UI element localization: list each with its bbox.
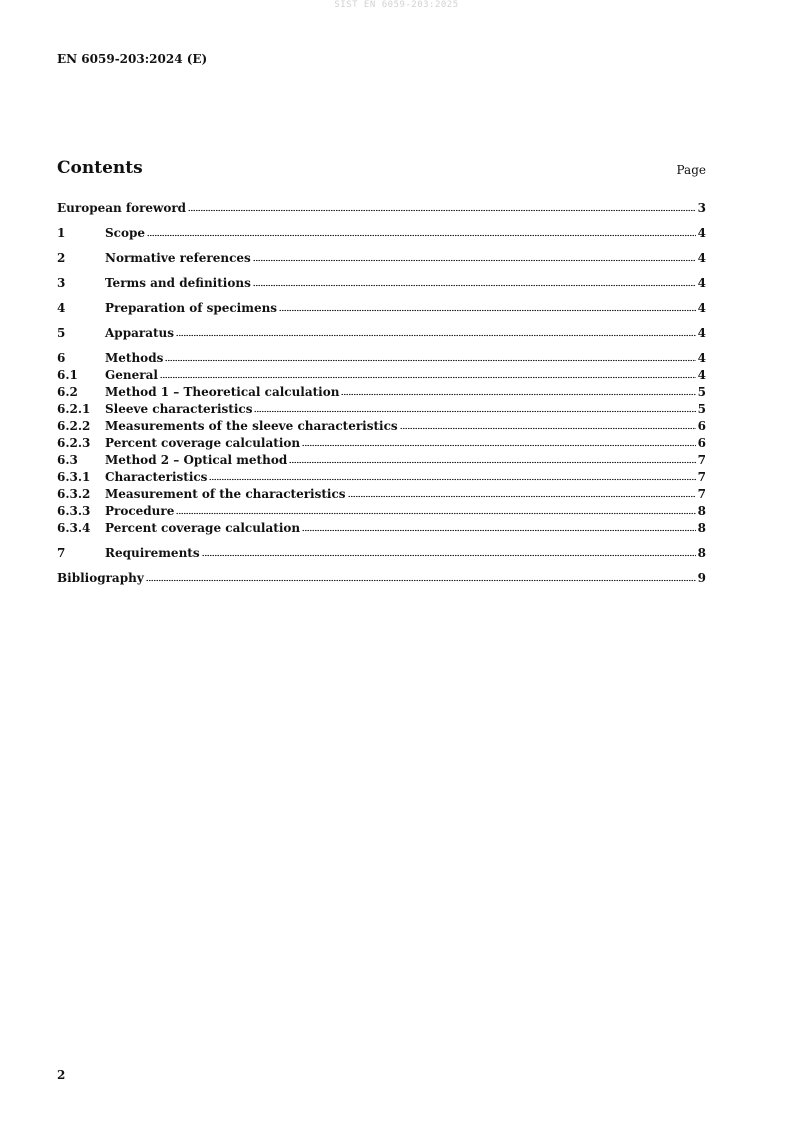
toc-entry-title: Terms and definitions [105, 276, 251, 290]
toc-entry-characteristics[interactable] [57, 469, 706, 486]
toc-entry-title: Methods [105, 351, 164, 365]
toc-entry-title: Measurement of the characteristics [105, 487, 346, 501]
toc-entry-method-1[interactable] [57, 384, 706, 401]
dot-leader [279, 309, 696, 312]
document-id: EN 6059-203:2024 (E) [57, 52, 208, 66]
dot-leader [147, 234, 696, 237]
dot-leader [176, 334, 696, 337]
dot-leader [341, 393, 695, 396]
toc-entry-page: 4 [697, 251, 706, 265]
toc-entry-title: Sleeve characteristics [105, 402, 253, 416]
contents-title: Contents [57, 158, 143, 178]
toc-entry-page: 7 [697, 453, 706, 467]
toc-entry-title: Bibliography [57, 571, 144, 585]
toc-entry-number: 1 [57, 226, 66, 240]
toc-entry-number: 4 [57, 301, 66, 315]
page-column-label: Page [676, 163, 706, 177]
toc-entry-number: 6.2.3 [57, 436, 91, 450]
toc-entry-general[interactable] [57, 367, 706, 384]
toc-entry-title: Normative references [105, 251, 251, 265]
dot-leader [176, 512, 695, 515]
toc-entry-page: 4 [697, 326, 706, 340]
toc-entry-title: Method 1 – Theoretical calculation [105, 385, 340, 399]
toc-entry-title: Procedure [105, 504, 175, 518]
dot-leader [146, 579, 696, 582]
toc-entry-title: General [105, 368, 158, 382]
dot-leader [348, 495, 696, 498]
toc-entry-measurements-sleeve-characteristics[interactable] [57, 418, 706, 435]
toc-entry-page: 8 [697, 546, 706, 560]
dot-leader [289, 461, 695, 464]
toc-entry-title: Measurements of the sleeve characteristics [105, 419, 398, 433]
toc-entry-page: 5 [697, 402, 706, 416]
toc-entry-page: 4 [697, 351, 706, 365]
dot-leader [253, 284, 696, 287]
toc-entry-method-2[interactable] [57, 452, 706, 469]
toc-entry-percent-coverage-calculation-2[interactable] [57, 520, 706, 537]
dot-leader [253, 259, 696, 262]
toc-entry-procedure[interactable] [57, 503, 706, 520]
toc-entry-page: 4 [697, 276, 706, 290]
toc-entry-number: 6.2.2 [57, 419, 91, 433]
toc-entry-methods[interactable] [57, 350, 706, 367]
dot-leader [202, 554, 696, 557]
toc-entry-number: 6 [57, 351, 66, 365]
toc-entry-page: 8 [697, 504, 706, 518]
toc-entry-european-foreword[interactable] [57, 200, 706, 217]
toc-entry-preparation-of-specimens[interactable] [57, 300, 706, 317]
toc-entry-number: 6.1 [57, 368, 78, 382]
toc-entry-number: 6.3 [57, 453, 78, 467]
toc-entry-page: 7 [697, 470, 706, 484]
watermark: SIST EN 6059-203:2025 [334, 0, 459, 10]
dot-leader [188, 209, 696, 212]
toc-entry-title: European foreword [57, 201, 187, 215]
toc-entry-page: 6 [697, 419, 706, 433]
toc-entry-normative-references[interactable] [57, 250, 706, 267]
dot-leader [254, 410, 695, 413]
toc-entry-sleeve-characteristics[interactable] [57, 401, 706, 418]
toc-entry-number: 6.3.2 [57, 487, 91, 501]
toc-entry-title: Apparatus [105, 326, 174, 340]
toc-entry-title: Requirements [105, 546, 200, 560]
toc-entry-number: 3 [57, 276, 66, 290]
dot-leader [400, 427, 696, 430]
dot-leader [302, 444, 696, 447]
toc-entry-scope[interactable] [57, 225, 706, 242]
toc-entry-requirements[interactable] [57, 545, 706, 562]
toc-entry-number: 7 [57, 546, 66, 560]
toc-entry-number: 2 [57, 251, 66, 265]
toc-entry-page: 8 [697, 521, 706, 535]
toc-entry-title: Method 2 – Optical method [105, 453, 288, 467]
toc-entry-title: Characteristics [105, 470, 208, 484]
dot-leader [302, 529, 696, 532]
toc-entry-page: 7 [697, 487, 706, 501]
dot-leader [165, 359, 695, 362]
toc-entry-page: 9 [697, 571, 706, 585]
toc-entry-bibliography[interactable] [57, 570, 706, 587]
toc-entry-measurement-of-characteristics[interactable] [57, 486, 706, 503]
toc-entry-number: 6.3.4 [57, 521, 91, 535]
toc-entry-number: 6.2.1 [57, 402, 91, 416]
dot-leader [209, 478, 695, 481]
toc-entry-apparatus[interactable] [57, 325, 706, 342]
toc-entry-title: Percent coverage calculation [105, 521, 301, 535]
toc-entry-page: 5 [697, 385, 706, 399]
toc-entry-number: 6.3.1 [57, 470, 91, 484]
toc-entry-percent-coverage-calculation-1[interactable] [57, 435, 706, 452]
toc-entry-page: 6 [697, 436, 706, 450]
toc-entry-title: Scope [105, 226, 146, 240]
toc-entry-page: 4 [697, 226, 706, 240]
toc-entry-page: 3 [697, 201, 706, 215]
toc-entry-title: Percent coverage calculation [105, 436, 301, 450]
toc-entry-number: 5 [57, 326, 66, 340]
toc-entry-terms-and-definitions[interactable] [57, 275, 706, 292]
toc-entry-number: 6.2 [57, 385, 78, 399]
toc-entry-page: 4 [697, 368, 706, 382]
table-of-contents [57, 200, 706, 587]
toc-entry-title: Preparation of specimens [105, 301, 278, 315]
toc-entry-page: 4 [697, 301, 706, 315]
toc-entry-number: 6.3.3 [57, 504, 91, 518]
dot-leader [160, 376, 696, 379]
page-number: 2 [57, 1068, 66, 1082]
